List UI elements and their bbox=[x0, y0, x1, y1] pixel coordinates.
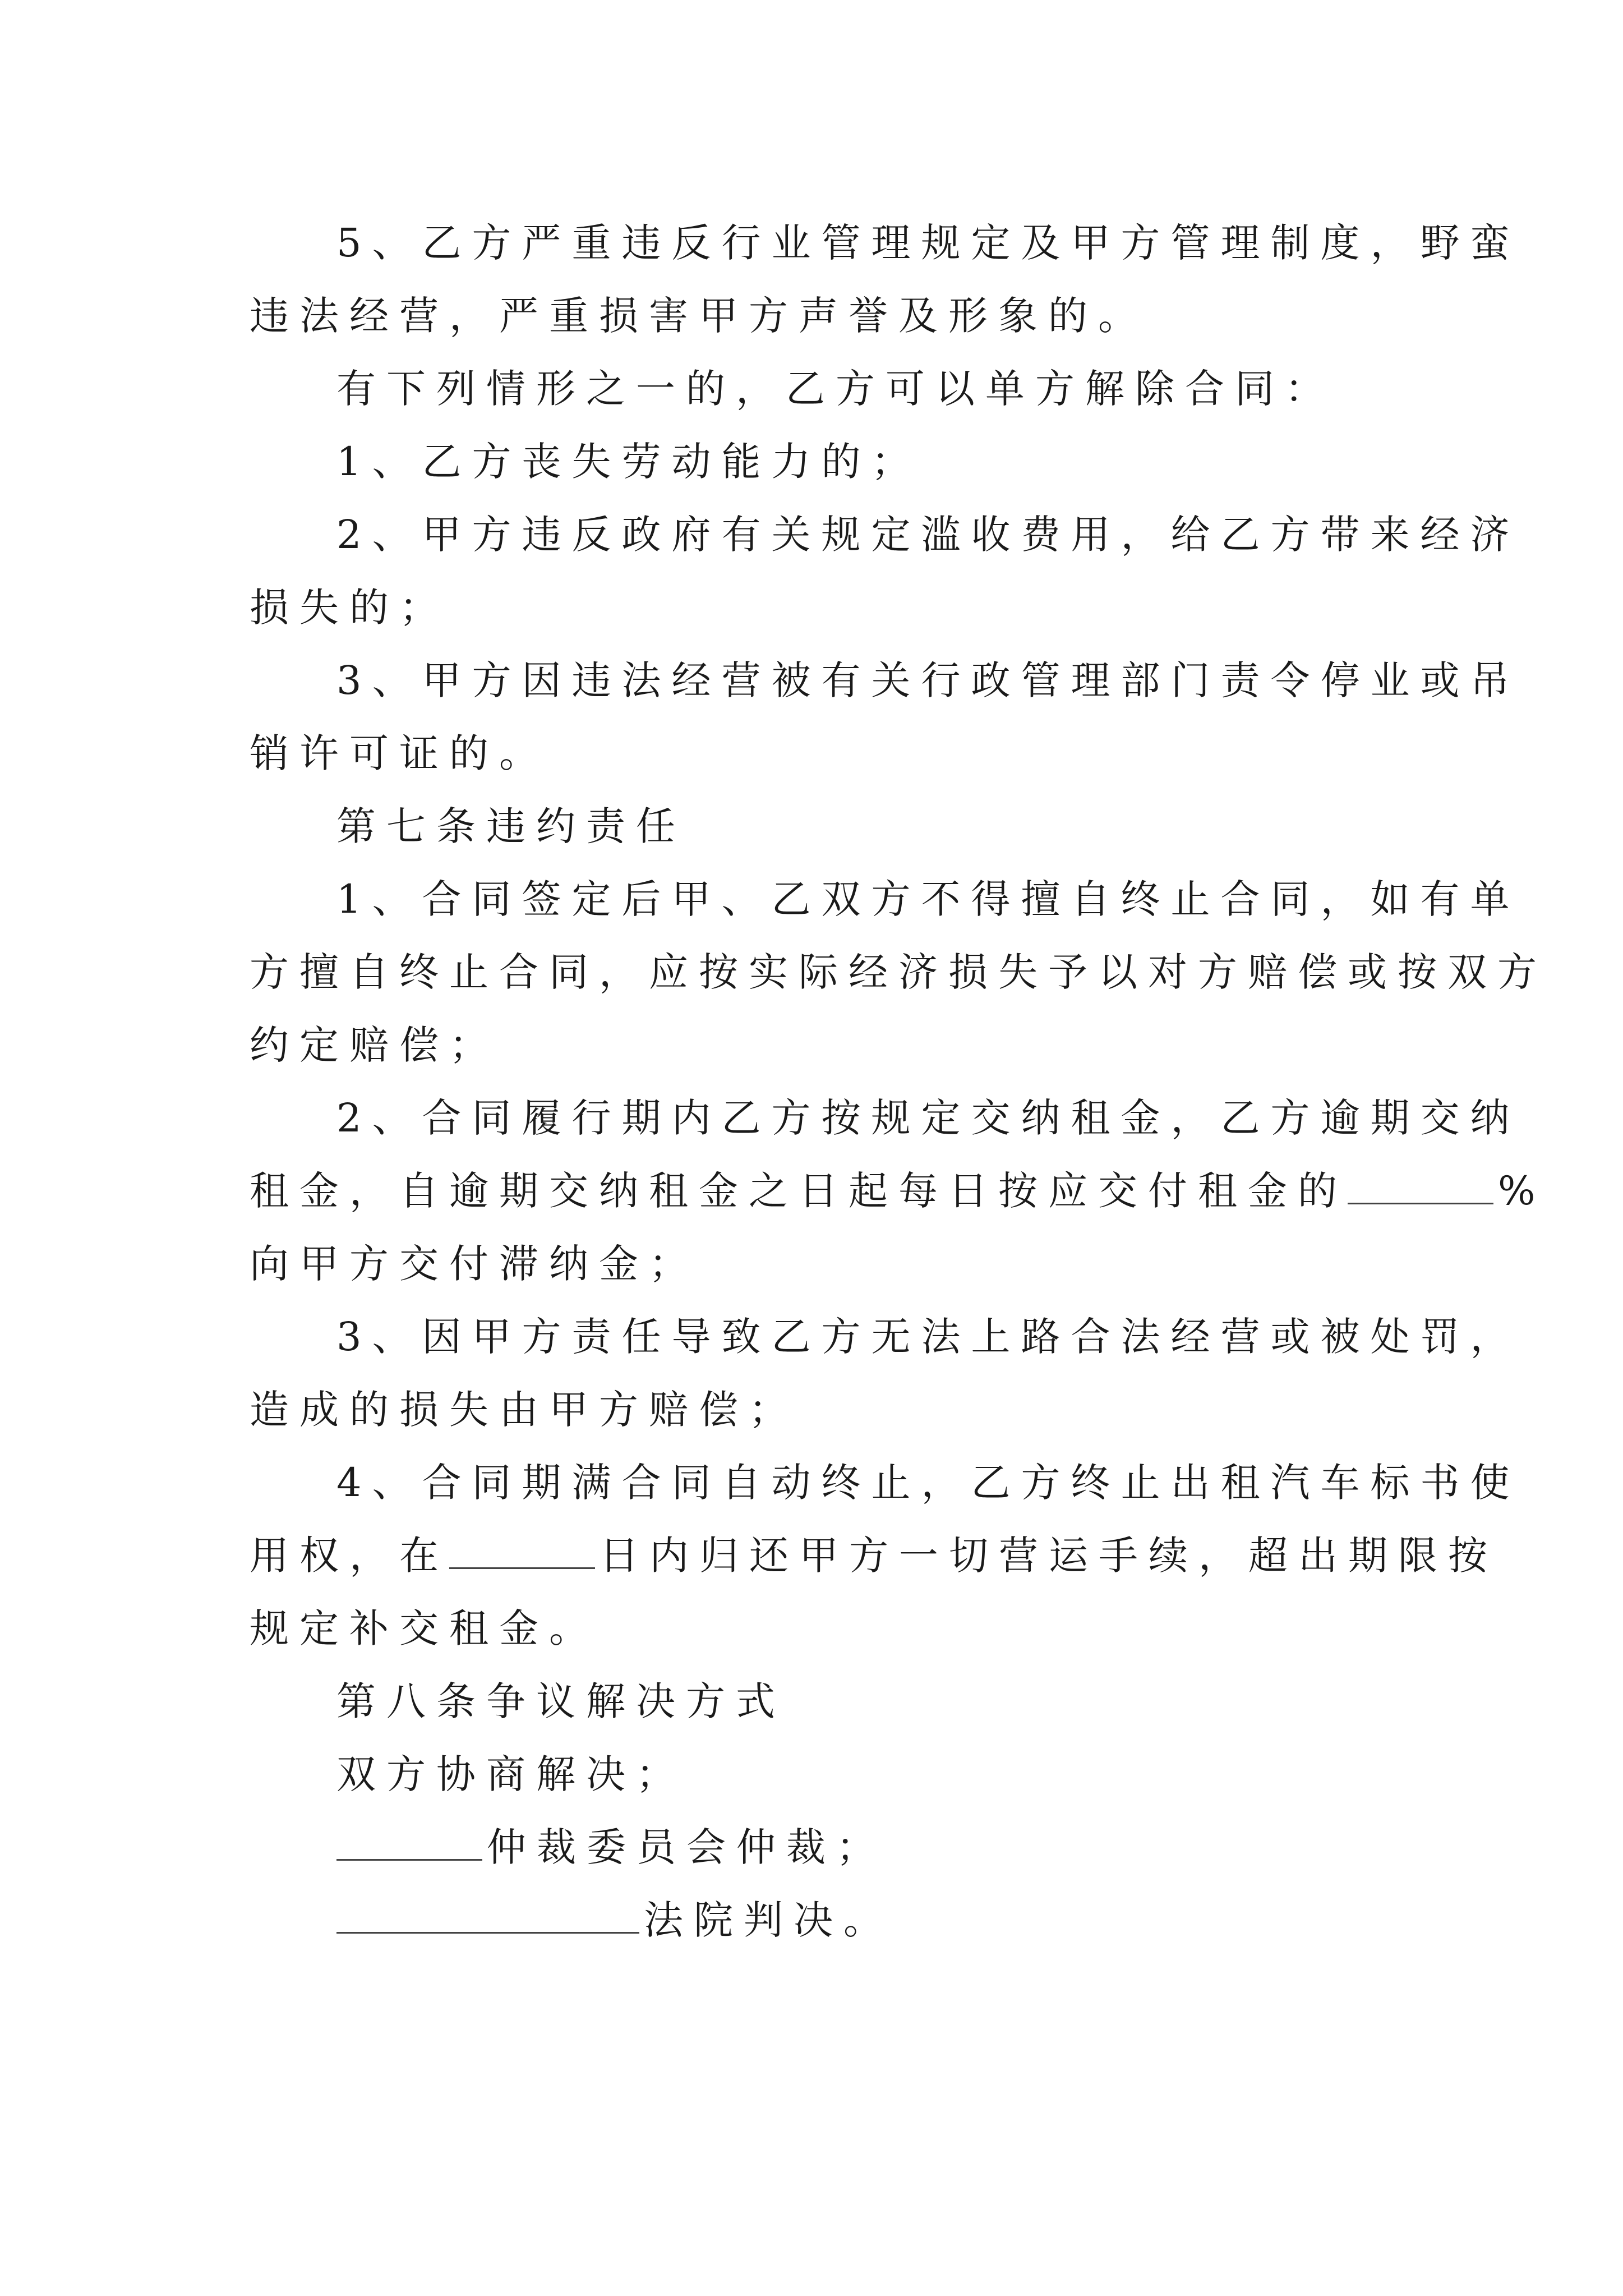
percent-sign: % bbox=[1498, 1168, 1546, 1214]
paragraph-line: 销许可证的。 bbox=[250, 730, 549, 776]
paragraph-line: 规定补交租金。 bbox=[250, 1605, 599, 1651]
return-days-blank bbox=[449, 1534, 595, 1569]
paragraph-line: 方擅自终止合同，应按实际经济损失予以对方赔偿或按双方 bbox=[250, 949, 1547, 995]
court-text: 法院判决。 bbox=[644, 1897, 893, 1943]
return-text-prefix: 用权，在 bbox=[250, 1533, 449, 1579]
paragraph-line: 4、合同期满合同自动终止，乙方终止出租汽车标书使 bbox=[336, 1460, 1520, 1506]
arbitration-line bbox=[336, 1819, 886, 1875]
paragraph-line: 2、合同履行期内乙方按规定交纳租金，乙方逾期交纳 bbox=[336, 1095, 1520, 1141]
court-name-blank bbox=[336, 1898, 639, 1934]
arbitration-text: 仲裁委员会仲裁； bbox=[487, 1824, 886, 1870]
paragraph-line: 违法经营，严重损害甲方声誉及形象的。 bbox=[250, 293, 1148, 339]
paragraph-line: 约定赔偿； bbox=[250, 1022, 499, 1068]
late-fee-text: 租金，自逾期交纳租金之日起每日按应交付租金的 bbox=[250, 1168, 1348, 1214]
paragraph-line: 2、甲方违反政府有关规定滥收费用，给乙方带来经济 bbox=[336, 512, 1520, 558]
section-heading: 第八条争议解决方式 bbox=[336, 1678, 786, 1724]
late-fee-line bbox=[250, 1163, 1546, 1219]
return-deadline-line bbox=[250, 1527, 1498, 1584]
paragraph-line: 有下列情形之一的，乙方可以单方解除合同： bbox=[336, 366, 1335, 412]
paragraph-line: 3、甲方因违法经营被有关行政管理部门责令停业或吊 bbox=[336, 657, 1520, 703]
paragraph-line: 1、合同签定后甲、乙双方不得擅自终止合同，如有单 bbox=[336, 876, 1520, 922]
court-line bbox=[336, 1892, 893, 1948]
return-text-suffix: 日内归还甲方一切营运手续，超出期限按 bbox=[600, 1533, 1498, 1579]
late-fee-rate-blank bbox=[1348, 1169, 1493, 1204]
paragraph-line: 1、乙方丧失劳动能力的； bbox=[336, 439, 921, 485]
paragraph-line: 损失的； bbox=[250, 585, 449, 631]
section-heading: 第七条违约责任 bbox=[336, 803, 686, 849]
paragraph-line: 3、因甲方责任导致乙方无法上路合法经营或被处罚， bbox=[336, 1314, 1520, 1360]
paragraph-line: 5、乙方严重违反行业管理规定及甲方管理制度，野蛮 bbox=[336, 220, 1520, 266]
paragraph-line: 向甲方交付滞纳金； bbox=[250, 1241, 699, 1287]
arbitration-body-blank bbox=[336, 1825, 482, 1861]
paragraph-line: 双方协商解决； bbox=[336, 1751, 686, 1797]
paragraph-line: 造成的损失由甲方赔偿； bbox=[250, 1387, 799, 1433]
